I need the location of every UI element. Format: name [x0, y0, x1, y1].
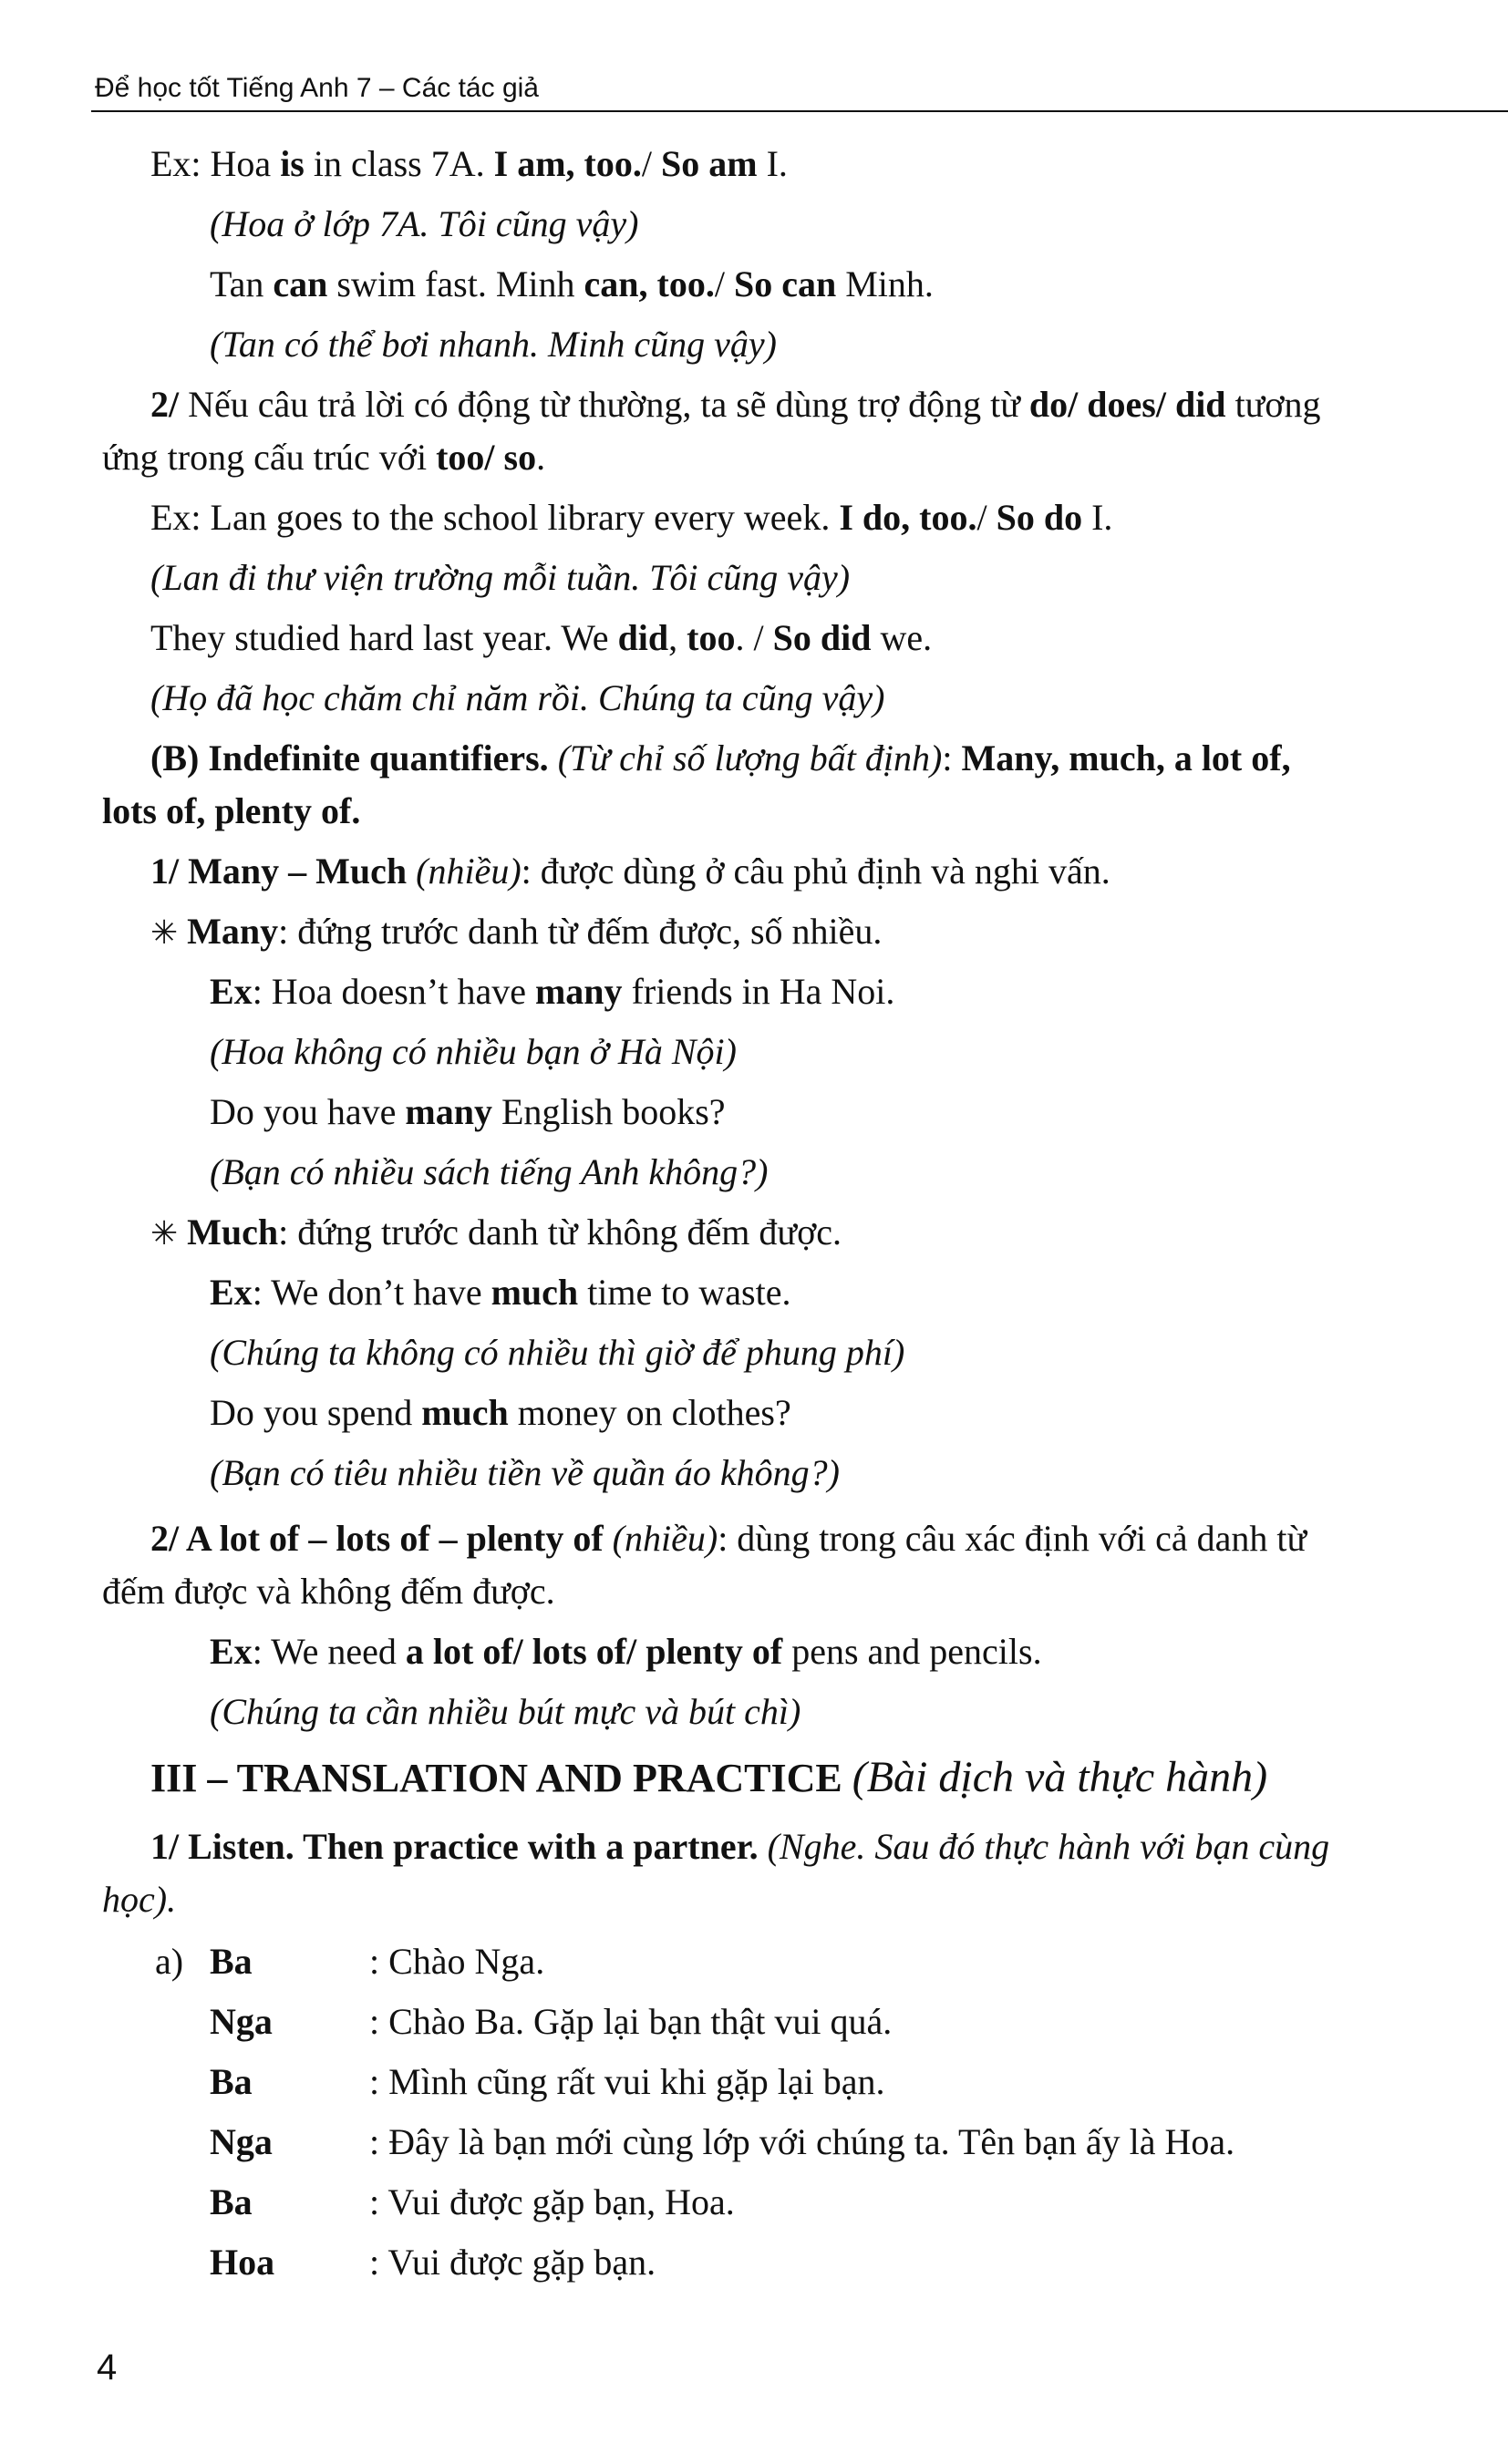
example-line: Ex: Hoa doesn’t have many friends in Ha Noi.: [210, 971, 895, 1012]
exercise-instruction: 1/ Listen. Then practice with a partner. (Nghe. Sau đó thực hành với bạn cùng: [150, 1826, 1330, 1867]
translation-line: (Họ đã học chăm chỉ năm rồi. Chúng ta cũng vậy): [150, 677, 885, 718]
rule-line: đếm được và không đếm được.: [102, 1571, 555, 1612]
dialogue-line: : Vui được gặp bạn, Hoa.: [369, 2181, 735, 2222]
example-line: Ex: We need a lot of/ lots of/ plenty of pens and pencils.: [210, 1631, 1042, 1672]
rule-line: 2/ Nếu câu trả lời có động từ thường, ta sẽ dùng trợ động từ do/ does/ did tương: [150, 384, 1321, 425]
rule-line: 2/ A lot of – lots of – plenty of (nhiều): dùng trong câu xác định với cả danh từ: [150, 1518, 1307, 1559]
dialogue-speaker: Ba: [210, 1941, 253, 1982]
running-header: Để học tốt Tiếng Anh 7 – Các tác giả: [95, 73, 539, 103]
bullet-line: ✳ Much: đứng trước danh từ không đếm được.: [150, 1211, 842, 1253]
dialogue-line: : Mình cũng rất vui khi gặp lại bạn.: [369, 2061, 885, 2102]
translation-line: (Chúng ta cần nhiều bút mực và bút chì): [210, 1691, 801, 1732]
rule-line: ứng trong cấu trúc với too/ so.: [102, 437, 546, 478]
example-line: Ex: We don’t have much time to waste.: [210, 1272, 791, 1313]
example-line: Ex: Lan goes to the school library every week. I do, too./ So do I.: [150, 497, 1113, 538]
dialogue-speaker: Ba: [210, 2061, 253, 2102]
bullet-line: ✳ Many: đứng trước danh từ đếm được, số nhiều.: [150, 911, 883, 952]
dialogue-line: : Vui được gặp bạn.: [369, 2242, 656, 2283]
translation-line: (Bạn có nhiều sách tiếng Anh không?): [210, 1151, 769, 1192]
dialogue-speaker: Nga: [210, 2001, 273, 2042]
dialogue-speaker: Hoa: [210, 2242, 275, 2283]
example-line: Tan can swim fast. Minh can, too./ So can Minh.: [210, 263, 934, 304]
exercise-instruction: học).: [102, 1879, 177, 1920]
dialogue-speaker: Nga: [210, 2121, 273, 2162]
dialogue-line: : Đây là bạn mới cùng lớp với chúng ta. Tên bạn ấy là Hoa.: [369, 2121, 1235, 2162]
example-line: Do you have many English books?: [210, 1091, 726, 1132]
translation-line: (Tan có thể bơi nhanh. Minh cũng vậy): [210, 324, 777, 365]
asterisk-bullet-icon: ✳: [150, 1215, 179, 1253]
dialogue-line: : Chào Ba. Gặp lại bạn thật vui quá.: [369, 2001, 893, 2042]
dialogue-line: : Chào Nga.: [369, 1941, 545, 1982]
translation-line: (Bạn có tiêu nhiều tiền về quần áo không?): [210, 1452, 840, 1493]
example-line: Do you spend much money on clothes?: [210, 1392, 791, 1433]
example-line: Ex: Hoa is in class 7A. I am, too./ So am I.: [150, 143, 788, 184]
dialogue-speaker: Ba: [210, 2181, 253, 2222]
translation-line: (Hoa không có nhiều bạn ở Hà Nội): [210, 1031, 737, 1072]
rule-line: 1/ Many – Much (nhiều): được dùng ở câu phủ định và nghi vấn.: [150, 851, 1110, 892]
page-number: 4: [97, 2347, 118, 2387]
section-heading: lots of, plenty of.: [102, 790, 361, 831]
part-heading: III – TRANSLATION AND PRACTICE (Bài dịch và thực hành): [150, 1753, 1268, 1801]
translation-line: (Lan đi thư viện trường mỗi tuần. Tôi cũng vậy): [150, 557, 851, 598]
dialogue-marker: a): [155, 1941, 184, 1982]
translation-line: (Chúng ta không có nhiều thì giờ để phung phí): [210, 1332, 905, 1373]
translation-line: (Hoa ở lớp 7A. Tôi cũng vậy): [210, 203, 639, 244]
section-heading: (B) Indefinite quantifiers. (Từ chỉ số lượng bất định): Many, much, a lot of,: [150, 737, 1291, 778]
asterisk-bullet-icon: ✳: [150, 914, 179, 952]
header-rule: [91, 110, 1508, 112]
example-line: They studied hard last year. We did, too. / So did we.: [150, 617, 933, 658]
